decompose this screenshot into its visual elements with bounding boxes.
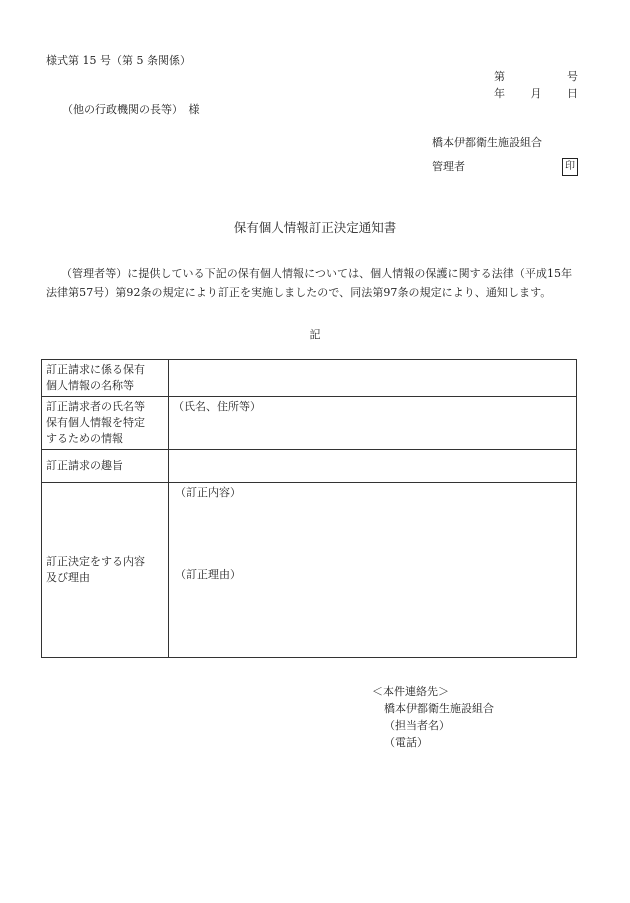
table-row bbox=[42, 483, 577, 658]
contact-block bbox=[372, 683, 494, 751]
notice-body: （管理者等）に提供している下記の保有個人情報については、個人情報の保護に関する法律（平成15年法律第57号）第92条の規定により訂正を実施しましたので、同法第97条の規定により、通知します。 bbox=[46, 267, 573, 299]
contact-person: （担当者名） bbox=[384, 719, 450, 732]
correction-details-table bbox=[41, 359, 577, 658]
row-label-purpose: 訂正請求の趣旨 bbox=[42, 450, 169, 483]
date-year: 年 bbox=[494, 87, 505, 100]
value-cell-requester bbox=[169, 397, 577, 450]
row-label-decision bbox=[42, 483, 169, 658]
contact-phone: （電話） bbox=[384, 736, 428, 749]
requester-note: （氏名、住所等） bbox=[173, 400, 261, 413]
seal-box: 印 bbox=[562, 158, 578, 176]
contact-organization: 橋本伊都衛生施設組合 bbox=[384, 702, 494, 715]
label-line: 及び理由 bbox=[46, 571, 90, 584]
table-row bbox=[42, 360, 577, 397]
date-day: 日 bbox=[567, 87, 578, 100]
number-suffix: 号 bbox=[567, 70, 578, 83]
table-row bbox=[42, 397, 577, 450]
number-prefix: 第 bbox=[494, 70, 505, 83]
document-number-line bbox=[494, 69, 578, 86]
form-number: 様式第 15 号（第 5 条関係） bbox=[46, 54, 191, 67]
label-line: するための情報 bbox=[46, 432, 123, 445]
label-line: 保有個人情報を特定 bbox=[46, 416, 145, 429]
issuer-organization: 橋本伊都衛生施設組合 bbox=[432, 136, 542, 149]
manager-signature-row bbox=[432, 158, 578, 176]
date-line bbox=[494, 86, 578, 103]
ki-heading: 記 bbox=[309, 328, 321, 341]
label-line: 訂正決定をする内容 bbox=[46, 555, 145, 568]
document-title: 保有個人情報訂正決定通知書 bbox=[233, 220, 397, 235]
value-cell-info-name bbox=[169, 360, 577, 397]
correction-reason-note: （訂正理由） bbox=[175, 568, 241, 581]
date-month: 月 bbox=[530, 87, 542, 100]
label-line: 訂正請求者の氏名等 bbox=[46, 400, 145, 413]
contact-heading: ＜本件連絡先＞ bbox=[372, 685, 449, 698]
addressee: （他の行政機関の長等） 様 bbox=[62, 103, 200, 116]
row-label-requester bbox=[42, 397, 169, 450]
value-cell-decision bbox=[169, 483, 577, 658]
row-label-info-name bbox=[42, 360, 169, 397]
label-line: 個人情報の名称等 bbox=[46, 379, 134, 392]
label-line: 訂正請求に係る保有 bbox=[46, 363, 145, 376]
correction-content-note: （訂正内容） bbox=[175, 486, 241, 499]
value-cell-purpose bbox=[169, 450, 577, 483]
manager-label: 管理者 bbox=[432, 160, 465, 173]
table-row bbox=[42, 450, 577, 483]
